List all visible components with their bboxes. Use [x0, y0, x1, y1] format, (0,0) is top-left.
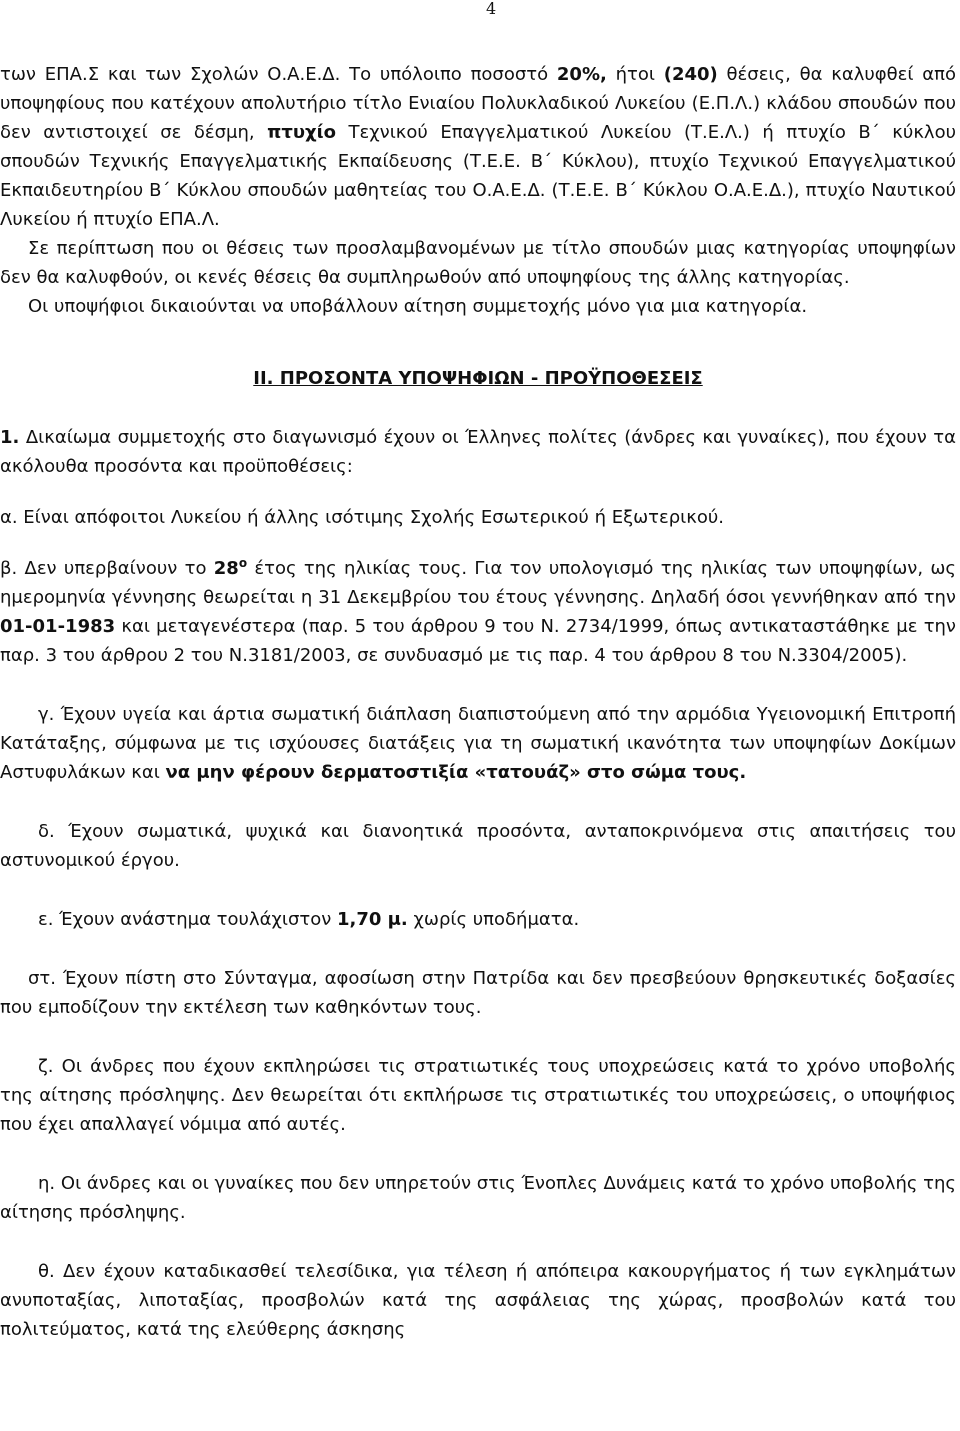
item-stigma: στ. Έχουν πίστη στο Σύνταγμα, αφοσίωση στην Πατρίδα και δεν πρεσβεύουν θρησκευτικές δοξασίες που εμποδίζουν την εκτέλεση των καθηκόντων τους. — [0, 968, 956, 1018]
item-beta: β. Δεν υπερβαίνουν το $28^o$ έτος της ηλικίας τους. Για τον υπολογισμό της ηλικίας των υποψηφίων, ως ημερομηνία γέννησης θεωρείται η 31 Δεκεμβρίου του έτους γέννησης. Δηλαδή όσοι γεννήθηκαν από την 01-01-1983 και μεταγενέστερα (παρ. 5 του άρθρου 9 του Ν. 2734/1999, όπως αντικαταστάθηκε με την παρ. 3 του άρθρου 2 του Ν.3181/2003, σε συνδυασμό με τις παρ. 4 του άρθρου 8 του Ν.3304/2005). — [0, 556, 956, 666]
intro-paragraph-3: Οι υποψήφιοι δικαιούνται να υποβάλλουν αίτηση συμμετοχής μόνο για μια κατηγορία. — [28, 296, 808, 317]
document-body — [0, 60, 956, 1344]
page-number: 4 — [486, 0, 497, 18]
item-1-paragraph: 1. Δικαίωμα συμμετοχής στο διαγωνισμό έχουν οι Έλληνες πολίτες (άνδρες και γυναίκες), που έχουν τα ακόλουθα προσόντα και προϋποθέσεις: — [0, 427, 956, 477]
item-alpha: α. Είναι απόφοιτοι Λυκείου ή άλλης ισότιμης Σχολής Εσωτερικού ή Εξωτερικού. — [0, 507, 725, 528]
intro-paragraph-2: Σε περίπτωση που οι θέσεις των προσλαμβανομένων με τίτλο σπουδών μιας κατηγορίας υποψηφίων δεν θα καλυφθούν, οι κενές θέσεις θα συμπληρωθούν από υποψηφίους της άλλης κατηγορίας. — [0, 238, 956, 288]
section-heading: ΙΙ. ΠΡΟΣΟΝΤΑ ΥΠΟΨΗΦΙΩΝ - ΠΡΟΫΠΟΘΕΣΕΙΣ — [253, 368, 703, 389]
item-theta: θ. Δεν έχουν καταδικασθεί τελεσίδικα, για τέλεση ή απόπειρα κακουργήματος ή των εγκλημάτων ανυποταξίας, λιποταξίας, προσβολών κατά της ασφάλειας της χώρας, προσβολών κατά του πολιτεύματος, κατά της ελεύθερης άσκησης — [0, 1261, 956, 1340]
intro-paragraph-1: των ΕΠΑ.Σ και των Σχολών Ο.Α.Ε.Δ. Το υπόλοιπο ποσοστό 20%, ήτοι (240) θέσεις, θα καλυφθεί από υποψηφίους που κατέχουν απολυτήριο τίτλο Ενιαίου Πολυκλαδικού Λυκείου (Ε.Π.Λ.) κλάδου σπουδών που δεν αντιστοιχεί σε δέσμη, πτυχίο Τεχνικού Επαγγελματικού Λυκείου (Τ.Ε.Λ.) ή πτυχίο Β΄ κύκλου σπουδών Τεχνικής Επαγγελματικής Εκπαίδευσης (Τ.Ε.Ε. Β΄ Κύκλου), πτυχίο Τεχνικού Επαγγελματικού Εκπαιδευτηρίου Β΄ Κύκλου σπουδών μαθητείας του Ο.Α.Ε.Δ. (Τ.Ε.Ε. Β΄ Κύκλου Ο.Α.Ε.Δ.), πτυχίο Ναυτικού Λυκείου ή πτυχίο ΕΠΑ.Λ. — [0, 64, 957, 230]
item-eta: η. Οι άνδρες και οι γυναίκες που δεν υπηρετούν στις Ένοπλες Δυνάμεις κατά το χρόνο υποβολής της αίτησης πρόσληψης. — [0, 1173, 956, 1223]
item-gamma: γ. Έχουν υγεία και άρτια σωματική διάπλαση διαπιστούμενη από την αρμόδια Υγειονομική Επιτροπή Κατάταξης, σύμφωνα με τις ισχύουσες διατάξεις για τη σωματική ικανότητα των υποψηφίων Δοκίμων Αστυφυλάκων και να μην φέρουν δερματοστιξία «τατουάζ» στο σώμα τους. — [0, 704, 956, 783]
item-zeta: ζ. Οι άνδρες που έχουν εκπληρώσει τις στρατιωτικές τους υποχρεώσεις κατά το χρόνο υποβολής της αίτησης πρόσληψης. Δεν θεωρείται ότι εκπλήρωσε τις στρατιωτικές του υποχρεώσεις, ο υποψήφιος που έχει απαλλαγεί νόμιμα από αυτές. — [0, 1056, 956, 1135]
item-delta: δ. Έχουν σωματικά, ψυχικά και διανοητικά προσόντα, ανταποκρινόμενα στις απαιτήσεις του αστυνομικού έργου. — [0, 821, 956, 871]
item-epsilon: ε. Έχουν ανάστημα τουλάχιστον 1,70 μ. χωρίς υποδήματα. — [38, 909, 580, 930]
